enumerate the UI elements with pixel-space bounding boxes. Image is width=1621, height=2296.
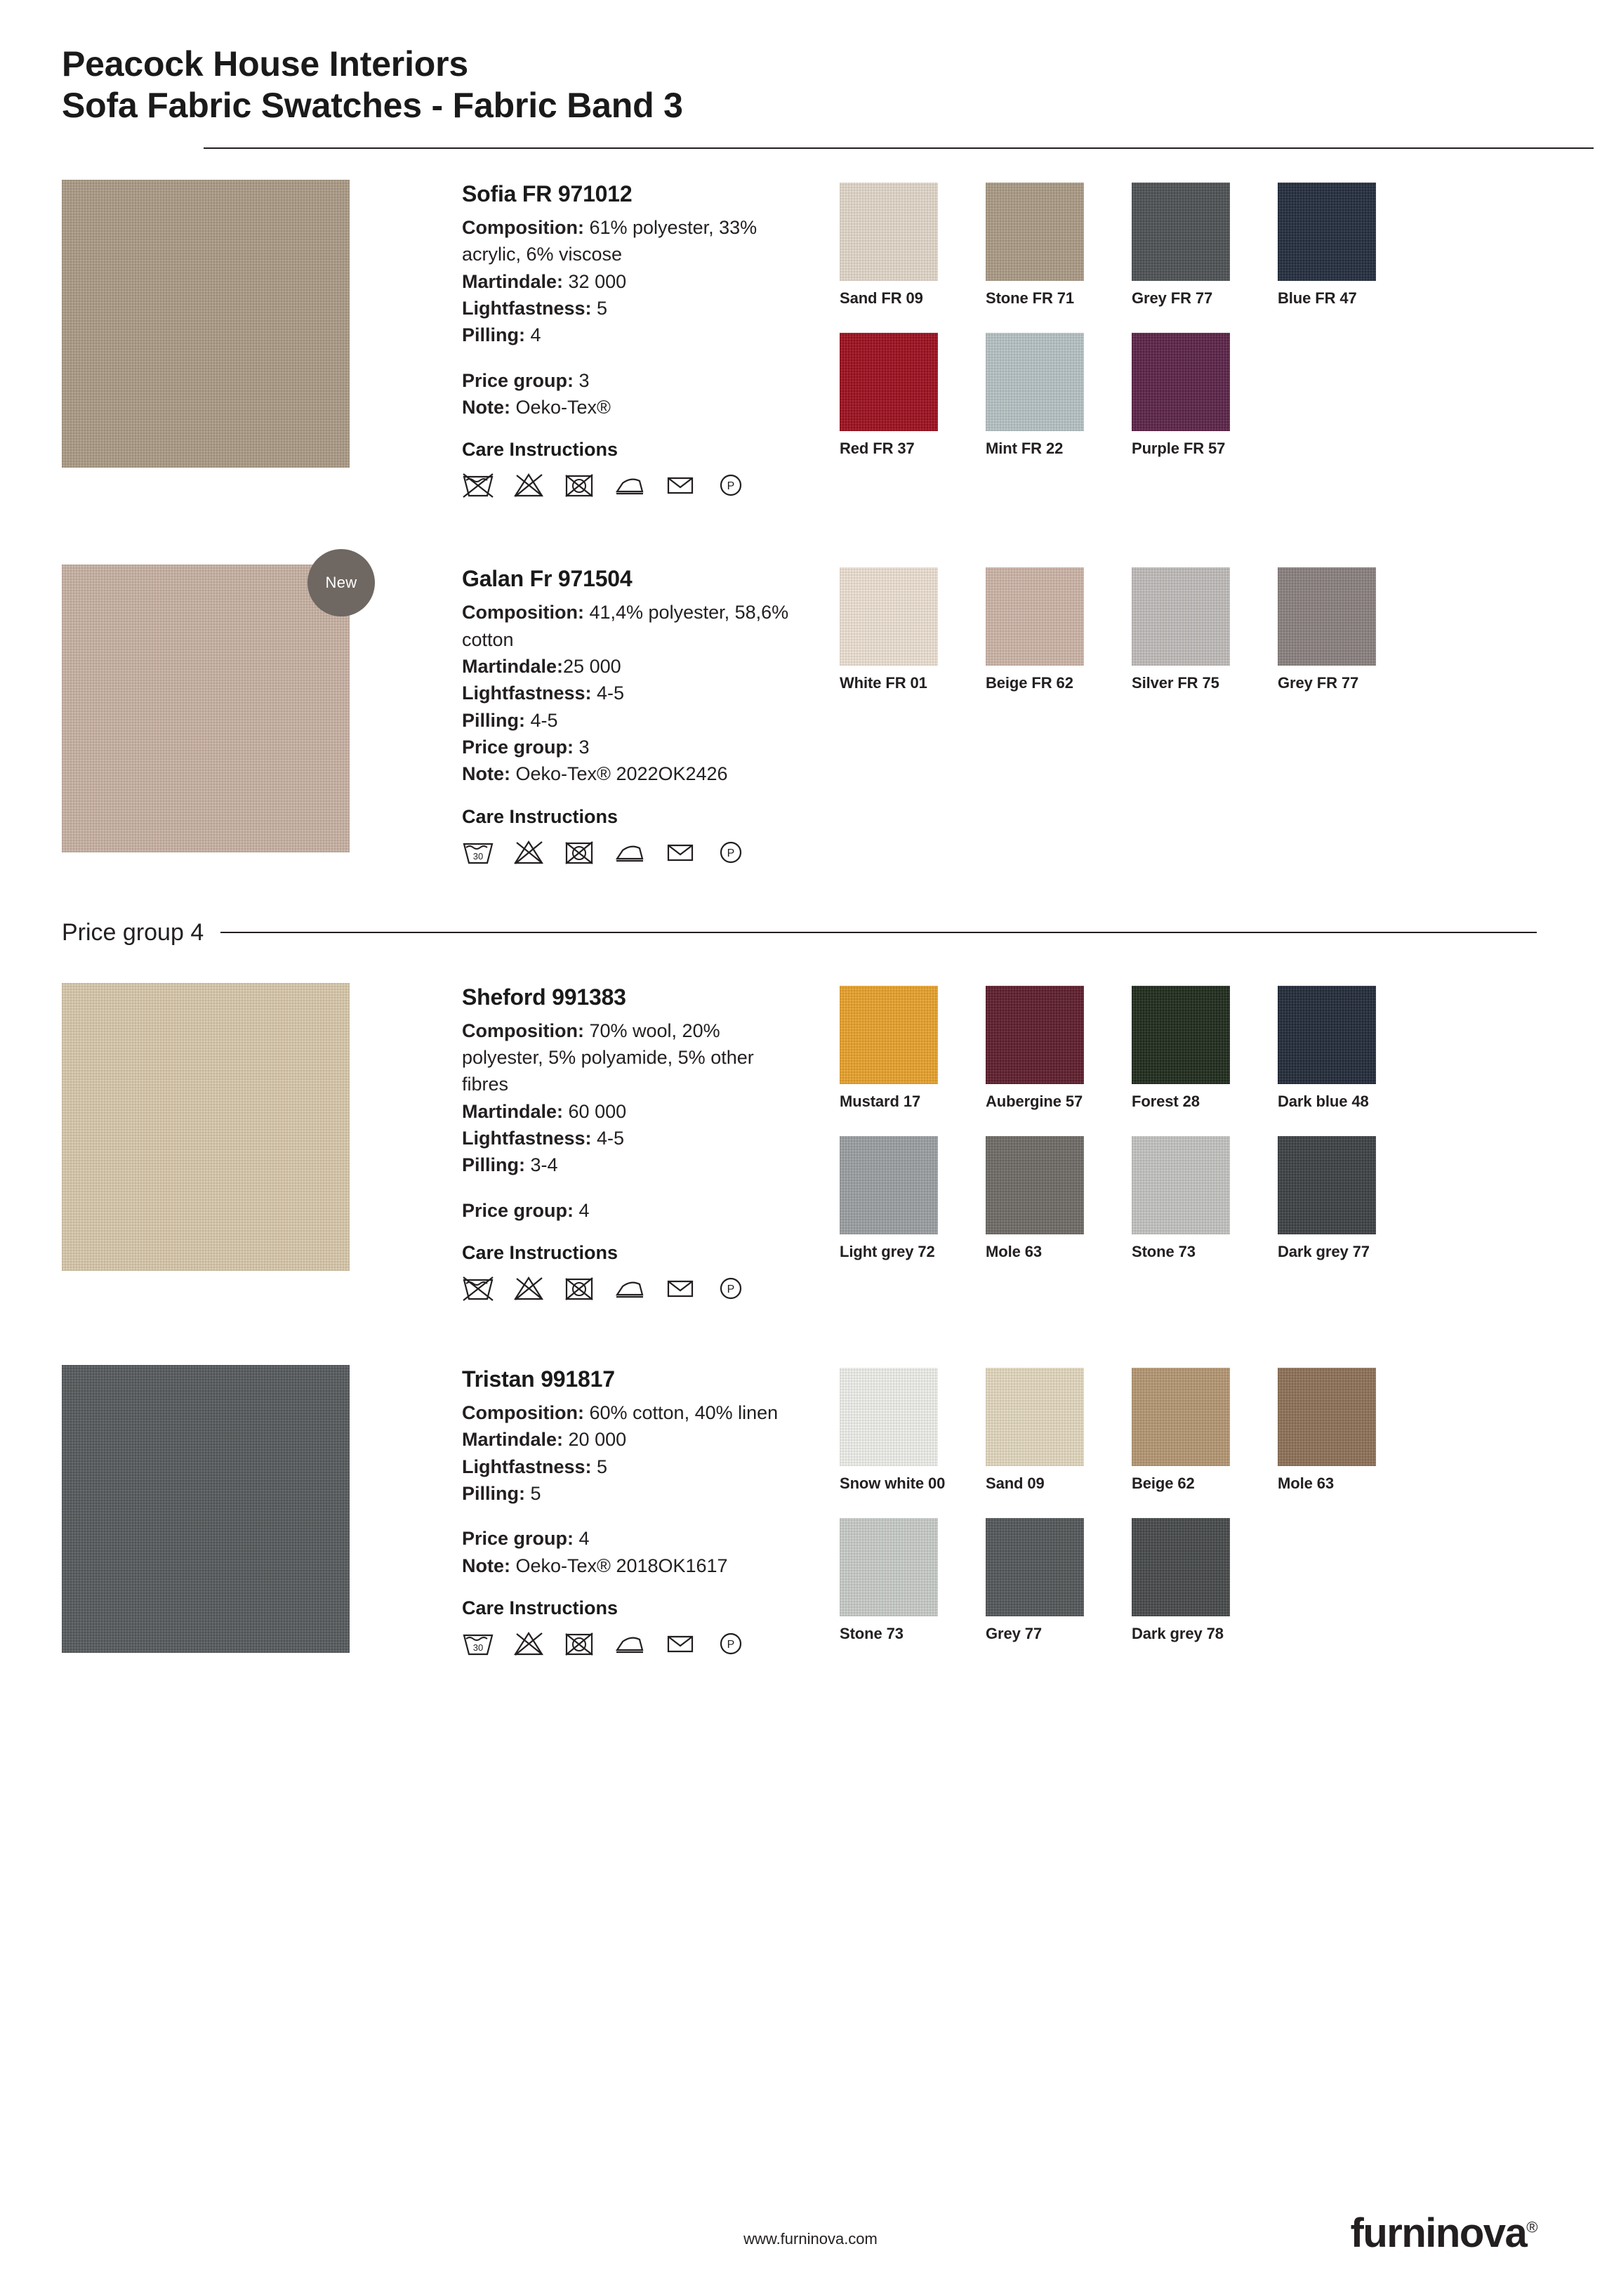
price-group-label: Price group: xyxy=(462,1199,574,1221)
dry-clean-p-icon xyxy=(715,470,747,499)
pilling-value: 5 xyxy=(525,1482,541,1504)
brand-logo xyxy=(1351,2210,1537,2257)
colour-chip[interactable] xyxy=(986,1136,1084,1234)
do-not-wash-icon xyxy=(462,470,494,499)
colour-option[interactable] xyxy=(986,1518,1132,1643)
composition-value: 70% wool, 20% polyester, 5% polyamide, 5% other fibres xyxy=(462,1020,754,1095)
svg-text:P: P xyxy=(727,847,735,859)
svg-text:P: P xyxy=(727,1283,735,1295)
price-group-value: 3 xyxy=(574,736,590,758)
lightfastness-label: Lightfastness: xyxy=(462,1456,592,1477)
colour-chip[interactable] xyxy=(1132,1368,1230,1466)
fabric-name: Sofia FR 971012 xyxy=(462,181,633,206)
care-icon-set xyxy=(462,1629,799,1657)
colour-chip[interactable] xyxy=(986,183,1084,281)
fabric-main-swatch-wrap xyxy=(62,565,357,852)
colour-option[interactable] xyxy=(1278,986,1424,1111)
colour-label: Mole 63 xyxy=(986,1242,1042,1260)
composition-label: Composition: xyxy=(462,1401,584,1423)
colour-option[interactable] xyxy=(1278,567,1424,692)
lightfastness-value: 5 xyxy=(591,297,608,319)
page-title-line1: Peacock House Interiors xyxy=(62,44,468,84)
pilling-label: Pilling: xyxy=(462,1482,525,1504)
colour-chip[interactable] xyxy=(986,333,1084,431)
section-divider-line xyxy=(220,932,1537,933)
martindale-value: 32 000 xyxy=(563,270,627,292)
colour-option[interactable] xyxy=(1132,567,1278,692)
do-not-bleach-icon xyxy=(512,470,545,499)
colour-label: Dark grey 77 xyxy=(1278,1242,1370,1260)
care-icon-set xyxy=(462,838,799,866)
colour-label: Sand FR 09 xyxy=(840,289,923,307)
colour-option[interactable] xyxy=(1132,1136,1278,1261)
fabric-price-group xyxy=(462,734,799,760)
do-not-bleach-icon xyxy=(512,1629,545,1657)
colour-label: Grey 77 xyxy=(986,1624,1043,1642)
colour-label: Grey FR 77 xyxy=(1278,674,1359,692)
pilling-label: Pilling: xyxy=(462,1154,525,1176)
colour-chip[interactable] xyxy=(840,1518,938,1616)
lightfastness-label: Lightfastness: xyxy=(462,1127,592,1149)
colour-grid xyxy=(840,986,1537,1286)
care-instructions-title: Care Instructions xyxy=(462,1241,618,1263)
note-value: Oeko-Tex® 2018OK1617 xyxy=(510,1555,728,1576)
lightfastness-value: 4-5 xyxy=(591,1127,625,1149)
header-divider xyxy=(204,147,1594,149)
lightfastness-value: 4-5 xyxy=(591,682,625,704)
colour-option[interactable] xyxy=(986,1368,1132,1493)
martindale-label: Martindale: xyxy=(462,1429,564,1451)
colour-option[interactable] xyxy=(1132,986,1278,1111)
svg-text:P: P xyxy=(727,1638,735,1651)
professional-clean-icon xyxy=(664,1629,696,1657)
fabric-pilling xyxy=(462,1480,799,1507)
martindale-label: Martindale: xyxy=(462,270,564,292)
colour-label: Grey FR 77 xyxy=(1132,289,1213,307)
price-group-label: Price group: xyxy=(462,369,574,391)
iron-low-icon xyxy=(614,470,646,499)
colour-chip[interactable] xyxy=(1132,333,1230,431)
colour-chip[interactable] xyxy=(986,1518,1084,1616)
brand-registered-mark: ® xyxy=(1526,2218,1537,2236)
spacer xyxy=(462,1507,799,1525)
fabric-details xyxy=(350,180,799,499)
dry-clean-p-icon xyxy=(715,1274,747,1302)
fabric-martindale xyxy=(462,1426,799,1453)
pilling-value: 4 xyxy=(525,324,541,346)
wash-30-icon xyxy=(462,838,494,866)
fabric-row xyxy=(0,180,1621,499)
colour-label: Stone FR 71 xyxy=(986,289,1075,307)
care-instructions-title: Care Instructions xyxy=(462,805,618,827)
colour-option[interactable] xyxy=(840,1136,986,1261)
colour-label: Mole 63 xyxy=(1278,1474,1334,1492)
note-value: Oeko-Tex® xyxy=(510,396,611,418)
fabric-composition xyxy=(462,599,799,653)
colour-label: Stone 73 xyxy=(1132,1242,1196,1260)
colour-label: White FR 01 xyxy=(840,674,927,692)
note-label: Note: xyxy=(462,763,510,785)
section-divider-label: Price group 4 xyxy=(62,918,204,946)
fabric-lightfastness xyxy=(462,1125,799,1152)
colour-label: Sand 09 xyxy=(986,1474,1045,1492)
fabric-row xyxy=(0,983,1621,1302)
colour-option[interactable] xyxy=(1278,1136,1424,1261)
fabric-row xyxy=(0,565,1621,865)
pilling-label: Pilling: xyxy=(462,324,525,346)
colour-option[interactable] xyxy=(1132,183,1278,308)
fabric-main-swatch xyxy=(62,1365,350,1653)
colour-chip[interactable] xyxy=(840,333,938,431)
care-icon-set xyxy=(462,1274,799,1302)
colour-label: Dark blue 48 xyxy=(1278,1092,1369,1110)
colour-chip[interactable] xyxy=(840,1368,938,1466)
colour-option[interactable] xyxy=(986,986,1132,1111)
iron-low-icon xyxy=(614,1274,646,1302)
colour-option[interactable] xyxy=(986,1136,1132,1261)
colour-chip[interactable] xyxy=(986,1368,1084,1466)
colour-label: Blue FR 47 xyxy=(1278,289,1357,307)
fabric-name: Tristan 991817 xyxy=(462,1366,615,1392)
fabric-pilling xyxy=(462,707,799,734)
note-value: Oeko-Tex® 2022OK2426 xyxy=(510,763,728,785)
colour-label: Beige FR 62 xyxy=(986,674,1073,692)
fabric-note xyxy=(462,1552,799,1579)
page-title-line2: Sofa Fabric Swatches - Fabric Band 3 xyxy=(62,86,683,125)
colour-option[interactable] xyxy=(1278,183,1424,308)
fabric-lightfastness xyxy=(462,1453,799,1480)
martindale-value: 60 000 xyxy=(563,1100,627,1122)
new-badge: New xyxy=(307,549,375,616)
fabric-details xyxy=(350,565,799,865)
colour-chip[interactable] xyxy=(840,567,938,666)
fabric-main-swatch-wrap xyxy=(62,1365,350,1653)
composition-value: 41,4% polyester, 58,6% cotton xyxy=(462,602,789,650)
fabric-martindale xyxy=(462,268,799,295)
colour-option[interactable] xyxy=(1132,333,1278,458)
colour-option[interactable] xyxy=(986,333,1132,458)
iron-low-icon xyxy=(614,838,646,866)
colour-option[interactable] xyxy=(1278,1368,1424,1493)
colour-chip[interactable] xyxy=(1132,1518,1230,1616)
colour-option[interactable] xyxy=(986,183,1132,308)
colour-label: Dark grey 78 xyxy=(1132,1624,1224,1642)
wash-30-icon xyxy=(462,1629,494,1657)
fabric-composition xyxy=(462,214,799,268)
colour-chip[interactable] xyxy=(1132,567,1230,666)
care-instructions-title: Care Instructions xyxy=(462,1597,618,1618)
fabric-pilling xyxy=(462,322,799,348)
do-not-bleach-icon xyxy=(512,838,545,866)
fabric-composition xyxy=(462,1399,799,1426)
professional-clean-icon xyxy=(664,1274,696,1302)
colour-option[interactable] xyxy=(840,1518,986,1643)
do-not-tumble-dry-icon xyxy=(563,1274,595,1302)
fabric-main-swatch xyxy=(62,983,350,1271)
colour-chip[interactable] xyxy=(986,986,1084,1084)
lightfastness-label: Lightfastness: xyxy=(462,682,592,704)
colour-options xyxy=(799,565,1537,718)
fabric-note xyxy=(462,760,799,787)
martindale-value: 25 000 xyxy=(563,655,621,677)
section-divider xyxy=(62,915,1537,946)
fabric-name: Sheford 991383 xyxy=(462,984,626,1010)
fabric-main-swatch-wrap xyxy=(62,983,350,1271)
colour-chip[interactable] xyxy=(1132,1136,1230,1234)
svg-text:30: 30 xyxy=(472,850,484,862)
colour-label: Stone 73 xyxy=(840,1624,904,1642)
colour-option[interactable] xyxy=(840,567,986,692)
page-header xyxy=(0,0,1621,126)
pilling-label: Pilling: xyxy=(462,709,525,731)
colour-option[interactable] xyxy=(840,183,986,308)
do-not-tumble-dry-icon xyxy=(563,1629,595,1657)
care-icon-set xyxy=(462,470,799,499)
colour-label: Silver FR 75 xyxy=(1132,674,1219,692)
fabric-note xyxy=(462,394,799,421)
footer-url[interactable]: www.furninova.com xyxy=(743,2230,878,2248)
svg-text:30: 30 xyxy=(472,1642,484,1653)
colour-options xyxy=(799,983,1537,1286)
colour-chip[interactable] xyxy=(840,1136,938,1234)
fabric-martindale xyxy=(462,653,799,680)
spacer xyxy=(462,349,799,367)
colour-chip[interactable] xyxy=(1132,986,1230,1084)
composition-value: 61% polyester, 33% acrylic, 6% viscose xyxy=(462,217,757,265)
colour-label: Beige 62 xyxy=(1132,1474,1195,1492)
colour-label: Snow white 00 xyxy=(840,1474,946,1492)
colour-option[interactable] xyxy=(986,567,1132,692)
colour-option[interactable] xyxy=(840,986,986,1111)
martindale-value: 20 000 xyxy=(563,1429,627,1451)
do-not-wash-icon xyxy=(462,1274,494,1302)
composition-value: 60% cotton, 40% linen xyxy=(583,1401,779,1423)
colour-label: Forest 28 xyxy=(1132,1092,1200,1110)
lightfastness-label: Lightfastness: xyxy=(462,297,592,319)
fabric-pilling xyxy=(462,1152,799,1178)
fabric-name: Galan Fr 971504 xyxy=(462,566,633,592)
price-group-value: 3 xyxy=(574,369,590,391)
colour-option[interactable] xyxy=(1132,1518,1278,1643)
dry-clean-p-icon xyxy=(715,1629,747,1657)
pilling-value: 4-5 xyxy=(525,709,558,731)
colour-chip[interactable] xyxy=(1278,1368,1376,1466)
colour-chip[interactable] xyxy=(1278,1136,1376,1234)
brand-name: furninova xyxy=(1350,2210,1527,2256)
price-group-label: Price group: xyxy=(462,1528,574,1550)
fabric-details xyxy=(350,983,799,1302)
do-not-tumble-dry-icon xyxy=(563,838,595,866)
colour-chip[interactable] xyxy=(986,567,1084,666)
colour-label: Mustard 17 xyxy=(840,1092,921,1110)
composition-label: Composition: xyxy=(462,217,584,238)
iron-low-icon xyxy=(614,1629,646,1657)
colour-option[interactable] xyxy=(840,333,986,458)
colour-label: Aubergine 57 xyxy=(986,1092,1083,1110)
composition-label: Composition: xyxy=(462,602,584,624)
colour-grid xyxy=(840,567,1537,718)
price-group-value: 4 xyxy=(574,1528,590,1550)
price-group-label: Price group: xyxy=(462,736,574,758)
colour-chip[interactable] xyxy=(1278,567,1376,666)
spacer xyxy=(462,1179,799,1197)
svg-text:P: P xyxy=(727,480,735,493)
price-group-value: 4 xyxy=(574,1199,590,1221)
colour-label: Light grey 72 xyxy=(840,1242,935,1260)
colour-chip[interactable] xyxy=(840,183,938,281)
colour-grid xyxy=(840,183,1537,483)
care-instructions-title: Care Instructions xyxy=(462,439,618,461)
fabric-martindale xyxy=(462,1098,799,1125)
note-label: Note: xyxy=(462,1555,510,1576)
fabric-price-group xyxy=(462,367,799,394)
do-not-tumble-dry-icon xyxy=(563,470,595,499)
colour-label: Purple FR 57 xyxy=(1132,440,1226,457)
fabric-row xyxy=(0,1365,1621,1668)
fabric-main-swatch-wrap xyxy=(62,180,350,468)
page-title xyxy=(62,44,1537,126)
fabric-composition xyxy=(462,1017,799,1098)
colour-option[interactable] xyxy=(1132,1368,1278,1493)
martindale-label: Martindale: xyxy=(462,1100,564,1122)
colour-chip[interactable] xyxy=(1132,183,1230,281)
professional-clean-icon xyxy=(664,470,696,499)
colour-label: Mint FR 22 xyxy=(986,440,1064,457)
fabric-lightfastness xyxy=(462,680,799,706)
fabric-price-group xyxy=(462,1525,799,1552)
do-not-bleach-icon xyxy=(512,1274,545,1302)
colour-options xyxy=(799,1365,1537,1668)
colour-chip[interactable] xyxy=(840,986,938,1084)
dry-clean-p-icon xyxy=(715,838,747,866)
section-divider-wrap xyxy=(0,915,1621,946)
composition-label: Composition: xyxy=(462,1020,584,1041)
colour-options xyxy=(799,180,1537,483)
pilling-value: 3-4 xyxy=(525,1154,558,1176)
fabric-main-swatch xyxy=(62,565,350,852)
colour-grid xyxy=(840,1368,1537,1668)
colour-option[interactable] xyxy=(840,1368,986,1493)
colour-chip[interactable] xyxy=(1278,183,1376,281)
fabric-main-swatch xyxy=(62,180,350,468)
note-label: Note: xyxy=(462,396,510,418)
fabric-price-group xyxy=(462,1197,799,1224)
fabric-details xyxy=(350,1365,799,1657)
colour-label: Red FR 37 xyxy=(840,440,915,457)
martindale-label: Martindale: xyxy=(462,655,564,677)
lightfastness-value: 5 xyxy=(591,1456,608,1477)
fabric-lightfastness xyxy=(462,295,799,322)
colour-chip[interactable] xyxy=(1278,986,1376,1084)
professional-clean-icon xyxy=(664,838,696,866)
